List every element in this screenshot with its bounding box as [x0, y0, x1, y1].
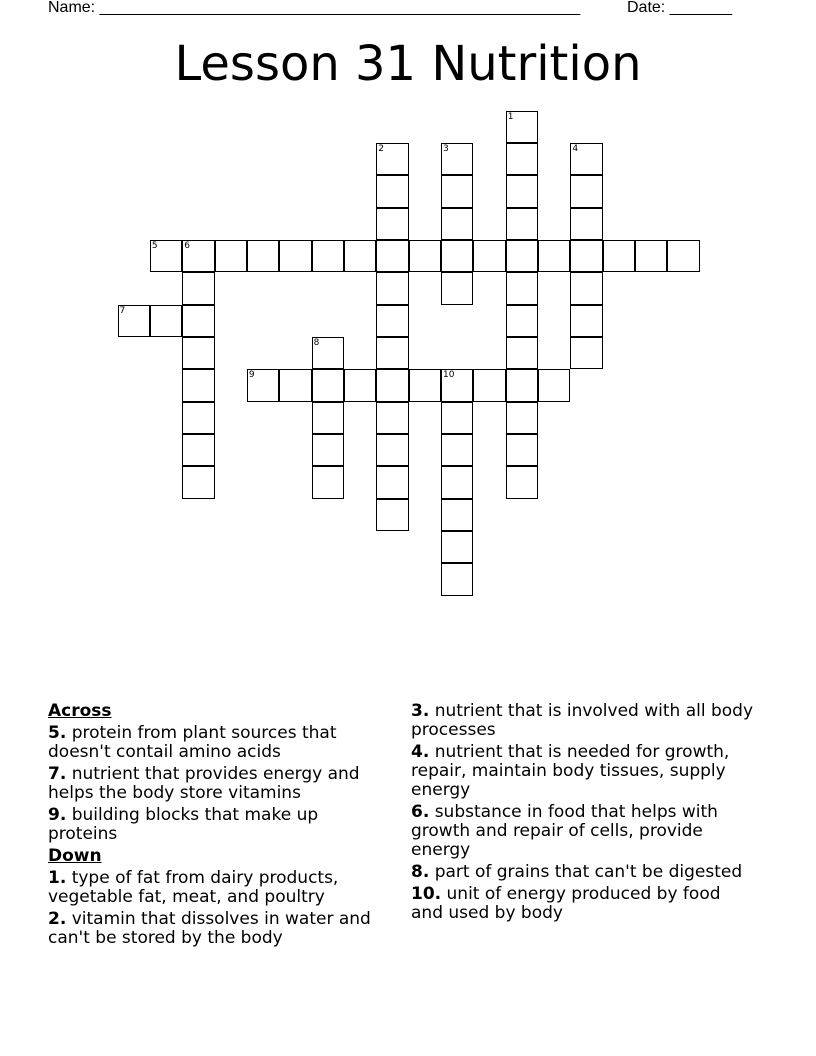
crossword-cell[interactable]: [506, 208, 538, 240]
crossword-cell[interactable]: [150, 240, 182, 272]
cell-number: 9: [248, 370, 255, 381]
crossword-cell[interactable]: [312, 466, 344, 498]
crossword-cell[interactable]: [506, 402, 538, 434]
crossword-cell[interactable]: [247, 240, 279, 272]
crossword-cell[interactable]: [473, 369, 505, 401]
clue-text: nutrient that is involved with all body processes: [411, 701, 754, 740]
crossword-cell[interactable]: [182, 337, 214, 369]
crossword-cell[interactable]: [182, 466, 214, 498]
crossword-cell[interactable]: [376, 499, 408, 531]
clues-column-left: [48, 702, 388, 951]
crossword-cell[interactable]: [506, 434, 538, 466]
crossword-cell[interactable]: [312, 337, 344, 369]
crossword-cell[interactable]: [570, 337, 602, 369]
clue-text: part of grains that can't be digested: [434, 862, 743, 882]
crossword-cell[interactable]: [506, 175, 538, 207]
page-title: Lesson 31 Nutrition: [174, 36, 642, 92]
clue-across-7: [48, 765, 388, 803]
crossword-cell[interactable]: [182, 369, 214, 401]
crossword-cell[interactable]: [312, 369, 344, 401]
clue-down-6: [411, 803, 756, 860]
clue-number: 5.: [48, 723, 67, 743]
clue-text: nutrient that is needed for growth, repair, maintain body tissues, supply energy: [411, 742, 730, 800]
crossword-cell[interactable]: [441, 272, 473, 304]
crossword-cell[interactable]: [376, 466, 408, 498]
clue-number: 6.: [411, 802, 430, 822]
crossword-cell[interactable]: [506, 305, 538, 337]
date-field-label[interactable]: Date: _______: [627, 0, 732, 16]
crossword-cell[interactable]: [570, 305, 602, 337]
crossword-cell[interactable]: [376, 369, 408, 401]
crossword-cell[interactable]: [279, 369, 311, 401]
crossword-cell[interactable]: [312, 402, 344, 434]
crossword-cell[interactable]: [473, 240, 505, 272]
clue-number: 1.: [48, 868, 67, 888]
crossword-cell[interactable]: [441, 434, 473, 466]
clue-number: 10.: [411, 884, 442, 904]
crossword-cell[interactable]: [506, 369, 538, 401]
crossword-cell[interactable]: [570, 143, 602, 175]
clue-down-3: [411, 702, 756, 740]
crossword-cell[interactable]: [118, 305, 150, 337]
crossword-cell[interactable]: [344, 240, 376, 272]
crossword-cell[interactable]: [182, 305, 214, 337]
crossword-cell[interactable]: [570, 272, 602, 304]
clue-down-10: [411, 885, 756, 923]
crossword-cell[interactable]: [182, 240, 214, 272]
crossword-cell[interactable]: [376, 240, 408, 272]
clue-number: 2.: [48, 909, 67, 929]
crossword-cell[interactable]: [570, 240, 602, 272]
crossword-cell[interactable]: [376, 272, 408, 304]
clue-text: protein from plant sources that doesn't contail amino acids: [48, 723, 337, 762]
clue-number: 8.: [411, 862, 430, 882]
crossword-cell[interactable]: [441, 563, 473, 595]
clue-down-1: [48, 869, 388, 907]
crossword-cell[interactable]: [441, 402, 473, 434]
crossword-cell[interactable]: [409, 369, 441, 401]
crossword-cell[interactable]: [603, 240, 635, 272]
crossword-cell[interactable]: [376, 402, 408, 434]
clue-number: 9.: [48, 805, 67, 825]
cell-number: 5: [151, 240, 158, 251]
cell-number: 7: [119, 305, 126, 316]
clue-text: type of fat from dairy products, vegetable fat, meat, and poultry: [48, 868, 339, 907]
crossword-cell[interactable]: [538, 369, 570, 401]
clues-column-right: [411, 702, 756, 926]
crossword-cell[interactable]: [441, 240, 473, 272]
crossword-cell[interactable]: [538, 240, 570, 272]
clue-text: substance in food that helps with growth and repair of cells, provide energy: [411, 802, 718, 860]
crossword-cell[interactable]: [441, 175, 473, 207]
clue-number: 3.: [411, 701, 430, 721]
down-heading: Down: [48, 846, 102, 866]
clue-number: 7.: [48, 764, 67, 784]
crossword-cell[interactable]: [376, 434, 408, 466]
crossword-cell[interactable]: [667, 240, 699, 272]
crossword-cell[interactable]: [182, 402, 214, 434]
clue-text: nutrient that provides energy and helps the body store vitamins: [48, 764, 360, 803]
crossword-cell[interactable]: [441, 531, 473, 563]
crossword-cell[interactable]: [376, 337, 408, 369]
crossword-cell[interactable]: [441, 143, 473, 175]
crossword-cell[interactable]: [247, 369, 279, 401]
clue-down-2: [48, 910, 388, 948]
crossword-cell[interactable]: [441, 499, 473, 531]
crossword-cell[interactable]: [376, 143, 408, 175]
crossword-cell[interactable]: [506, 240, 538, 272]
clue-across-9: [48, 806, 388, 844]
crossword-cell[interactable]: [279, 240, 311, 272]
clue-text: building blocks that make up proteins: [48, 805, 319, 844]
clue-across-5: [48, 724, 388, 762]
crossword-cell[interactable]: [344, 369, 376, 401]
clue-down-8: [411, 863, 756, 882]
clue-text: vitamin that dissolves in water and can't be stored by the body: [48, 909, 371, 948]
across-heading: Across: [48, 701, 112, 721]
crossword-cell[interactable]: [635, 240, 667, 272]
crossword-cell[interactable]: [182, 272, 214, 304]
crossword-cell[interactable]: [312, 240, 344, 272]
cell-number: 10: [443, 370, 455, 381]
cell-number: 8: [313, 337, 320, 348]
name-field-label[interactable]: Name: ______________________________________________________: [48, 0, 581, 16]
cell-number: 3: [443, 143, 449, 154]
crossword-cell[interactable]: [441, 208, 473, 240]
crossword-cell[interactable]: [506, 466, 538, 498]
crossword-cell[interactable]: [441, 466, 473, 498]
crossword-cell[interactable]: [182, 434, 214, 466]
crossword-cell[interactable]: [506, 337, 538, 369]
crossword-cell[interactable]: [570, 208, 602, 240]
crossword-cell[interactable]: [441, 369, 473, 401]
crossword-cell[interactable]: [312, 434, 344, 466]
clue-text: unit of energy produced by food and used by body: [411, 884, 721, 923]
crossword-cell[interactable]: [506, 272, 538, 304]
crossword-cell[interactable]: [409, 240, 441, 272]
crossword-cell[interactable]: [376, 175, 408, 207]
crossword-cell[interactable]: [506, 143, 538, 175]
crossword-cell[interactable]: [506, 111, 538, 143]
cell-number: 6: [184, 240, 190, 251]
crossword-cell[interactable]: [376, 208, 408, 240]
crossword-cell[interactable]: [215, 240, 247, 272]
crossword-cell[interactable]: [376, 305, 408, 337]
crossword-cell[interactable]: [570, 175, 602, 207]
cell-number: 4: [572, 143, 579, 154]
cell-number: 1: [507, 111, 514, 122]
crossword-cell[interactable]: [150, 305, 182, 337]
cell-number: 2: [378, 143, 385, 154]
clue-down-4: [411, 743, 756, 800]
clue-number: 4.: [411, 742, 430, 762]
